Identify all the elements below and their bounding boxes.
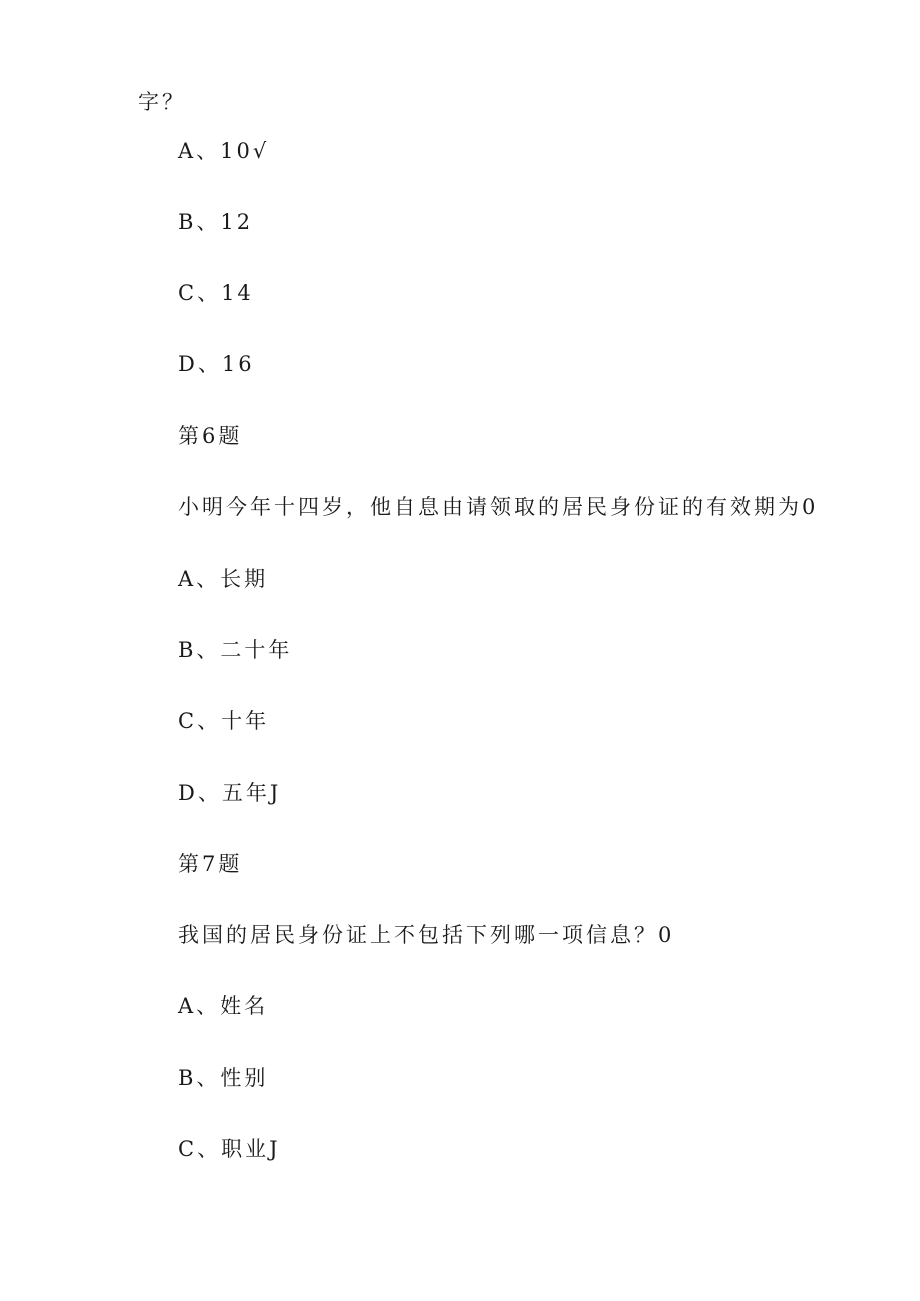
- q6-option-d: D、五年J: [178, 781, 282, 805]
- q7-option-c: C、职业J: [178, 1137, 281, 1161]
- q7-question: 我国的居民身份证上不包括下列哪一项信息？0: [178, 923, 675, 947]
- q6-option-b: B、二十年: [178, 638, 293, 662]
- q5-option-c: C、14: [178, 281, 254, 305]
- q7-option-b: B、性别: [178, 1066, 269, 1090]
- q6-question: 小明今年十四岁，他自息由请领取的居民身份证的有效期为0: [178, 495, 819, 519]
- q6-option-c: C、十年: [178, 709, 270, 733]
- q7-number: 第7题: [178, 852, 243, 876]
- q5-option-d: D、16: [178, 352, 255, 376]
- q7-option-a: A、姓名: [178, 994, 269, 1018]
- q5-option-b: B、12: [178, 210, 254, 234]
- question-continuation: 字？: [138, 90, 186, 114]
- q6-option-a: A、长期: [178, 567, 269, 591]
- q6-number: 第6题: [178, 424, 243, 448]
- q5-option-a: A、10√: [178, 139, 270, 163]
